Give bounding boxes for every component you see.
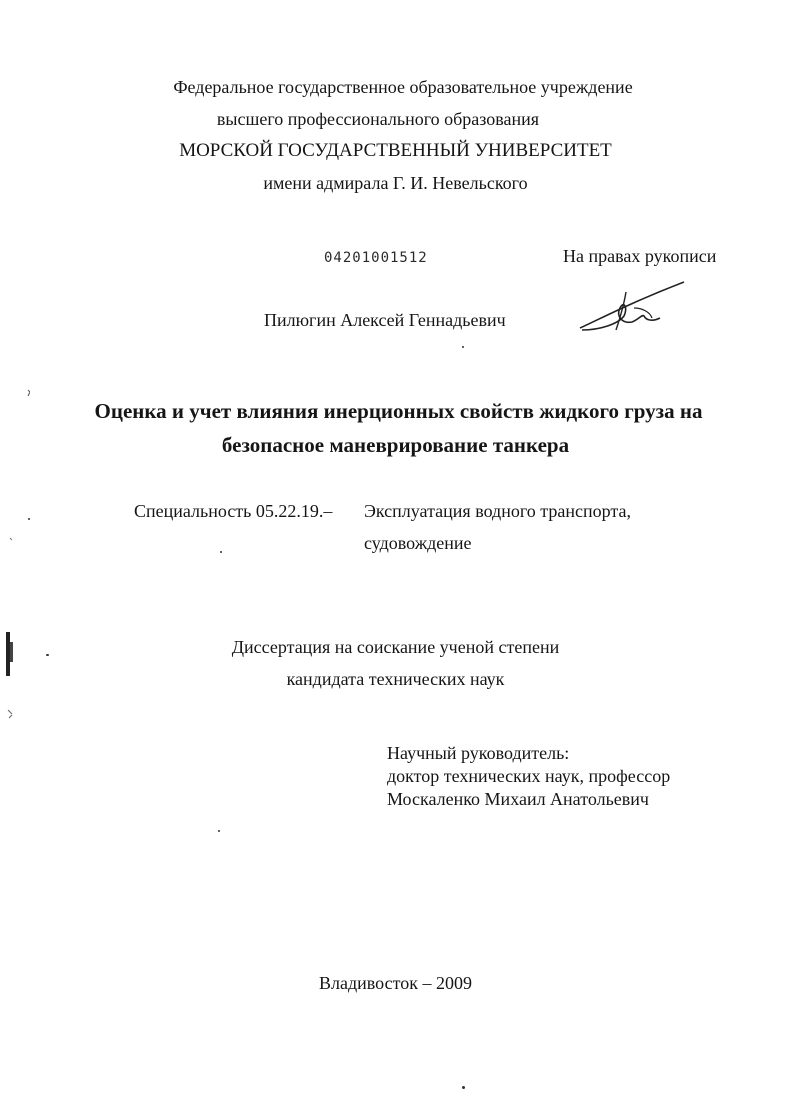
institution-line-2: высшего профессионального образования (216, 109, 540, 129)
scan-speck (218, 830, 220, 832)
scan-margin-marks-icon (0, 380, 30, 740)
scan-speck (462, 346, 464, 348)
registry-code: 04201001512 (324, 250, 428, 266)
dissertation-title-line-1: Оценка и учет влияния инерционных свойств жидкого груза на (94, 399, 703, 423)
specialty-label: Специальность 05.22.19.– (134, 501, 333, 521)
manuscript-note: На правах рукописи (563, 246, 717, 266)
scan-speck (28, 518, 30, 520)
supervisor-name: Москаленко Михаил Анатольевич (387, 789, 649, 809)
supervisor-label: Научный руководитель: (387, 743, 570, 763)
author-name: Пилюгин Алексей Геннадьевич (264, 310, 506, 330)
specialty-value-line-2: судовождение (364, 533, 472, 553)
university-name: МОРСКОЙ ГОСУДАРСТВЕННЫЙ УНИВЕРСИТЕТ (179, 140, 612, 161)
specialty-value-line-1: Эксплуатация водного транспорта, (364, 501, 631, 521)
scan-speck (220, 551, 222, 553)
scan-speck (462, 1086, 465, 1089)
place-and-year: Владивосток – 2009 (319, 973, 472, 993)
degree-line-2: кандидата технических наук (286, 669, 505, 689)
signature-icon (572, 278, 692, 340)
university-namesake: имени адмирала Г. И. Невельского (263, 173, 528, 193)
degree-line-1: Диссертация на соискание ученой степени (231, 637, 560, 657)
dissertation-title-line-2: безопасное маневрирование танкера (221, 433, 570, 457)
supervisor-rank: доктор технических наук, профессор (387, 766, 671, 786)
institution-line-1: Федеральное государственное образовательное учреждение (173, 77, 633, 97)
scan-speck (46, 654, 49, 656)
